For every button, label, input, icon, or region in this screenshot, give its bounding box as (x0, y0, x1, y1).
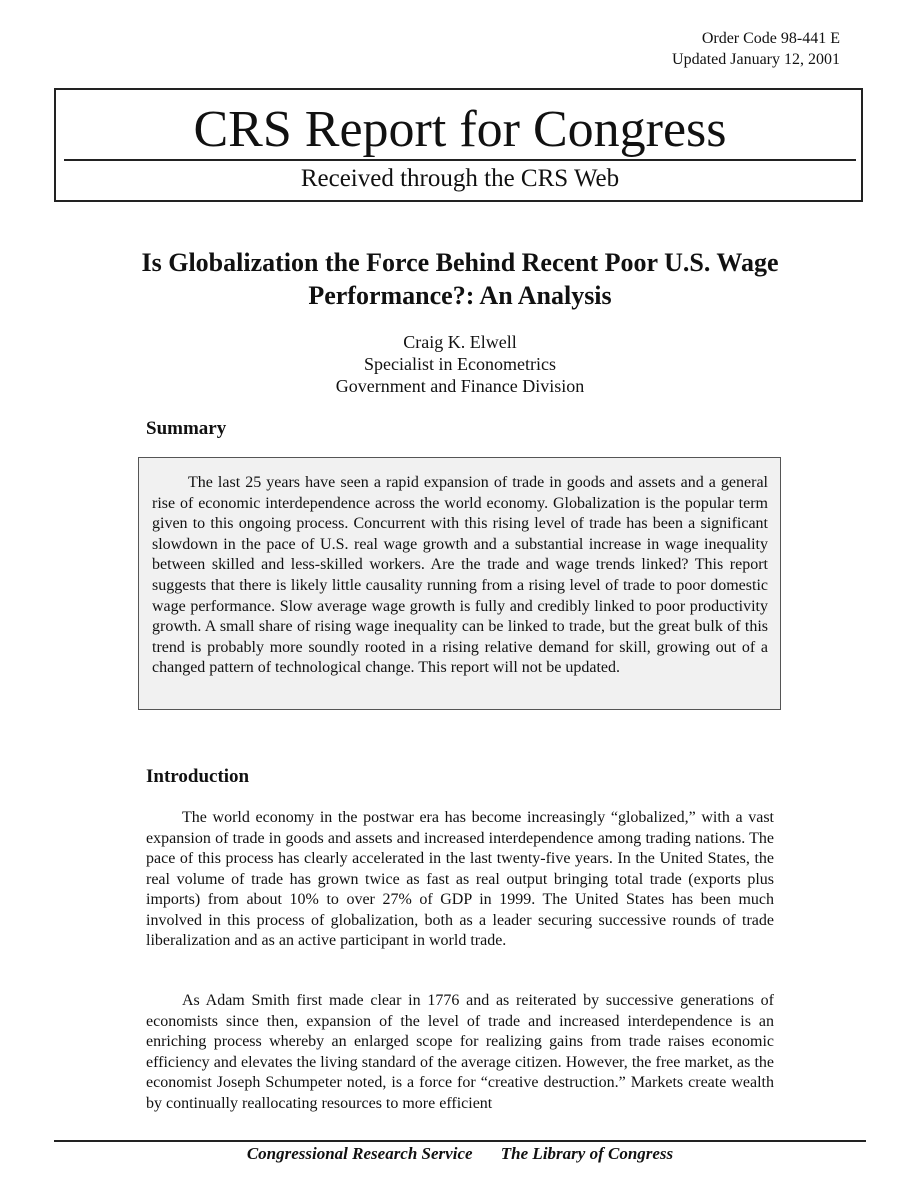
banner-title: CRS Report for Congress (193, 101, 727, 158)
updated-date: Updated January 12, 2001 (672, 51, 840, 68)
intro-paragraph-1: The world economy in the postwar era has become increasingly “globalized,” with a vast expansion of trade in goods and assets and increased interdependence among trading nations. The pace of this process has clearly accelerated in the last twenty-five years. In the United States, the real volume of trade has grown twice as fast as real output bringing total trade (exports plus imports) from about 10% to over 27% of GDP in 1999. The United States has been much involved in this process of globalization, both as a leader securing successive rounds of trade liberalization and as an active participant in world trade. (146, 809, 774, 949)
footer-divider (54, 1140, 866, 1142)
banner-subtitle: Received through the CRS Web (300, 165, 620, 192)
footer-loc: The Library of Congress (500, 1144, 674, 1163)
banner-divider (64, 159, 856, 161)
footer-crs: Congressional Research Service (246, 1144, 473, 1163)
author-name: Craig K. Elwell (403, 332, 517, 352)
author-division: Government and Finance Division (335, 376, 585, 396)
summary-box (138, 457, 781, 710)
author-block (0, 331, 920, 397)
order-code: Order Code 98-441 E (701, 30, 840, 47)
summary-heading: Summary (146, 418, 227, 439)
author-title: Specialist in Econometrics (364, 354, 556, 374)
order-info (672, 28, 840, 70)
introduction-heading: Introduction (146, 766, 250, 787)
report-title: Is Globalization the Force Behind Recent Poor U.S. Wage Performance?: An Analysis (141, 248, 779, 310)
summary-text: The last 25 years have seen a rapid expansion of trade in goods and assets and a general rise of economic interdependence across the world economy. Globalization is the popular term given to this ongoing process. Concurrent with this rising level of trade has been a significant slowdown in the pace of U.S. real wage growth and a substantial increase in wage inequality between skilled and less-skilled workers. Are the trade and wage trends linked? This report suggests that there is likely little causality running from a rising level of trade to poor domestic wage performance. Slow average wage growth is fully and credibly linked to poor productivity growth. A small share of rising wage inequality can be linked to trade, but the great bulk of this trend is probably more soundly rooted in a rising relative demand for skill, growing out of a changed pattern of technological change. This report will not be updated. (152, 474, 768, 677)
page-footer (0, 1143, 920, 1165)
intro-paragraph-2: As Adam Smith first made clear in 1776 and as reiterated by successive generations of economists since then, expansion of the level of trade and increased interdependence is an enriching process whereby an enlarged scope for realizing gains from trade raises economic efficiency and elevates the living standard of the average citizen. However, the free market, as the economist Joseph Schumpeter noted, is a force for “creative destruction.” Markets create wealth by continually reallocating resources to more efficient (146, 992, 774, 1112)
